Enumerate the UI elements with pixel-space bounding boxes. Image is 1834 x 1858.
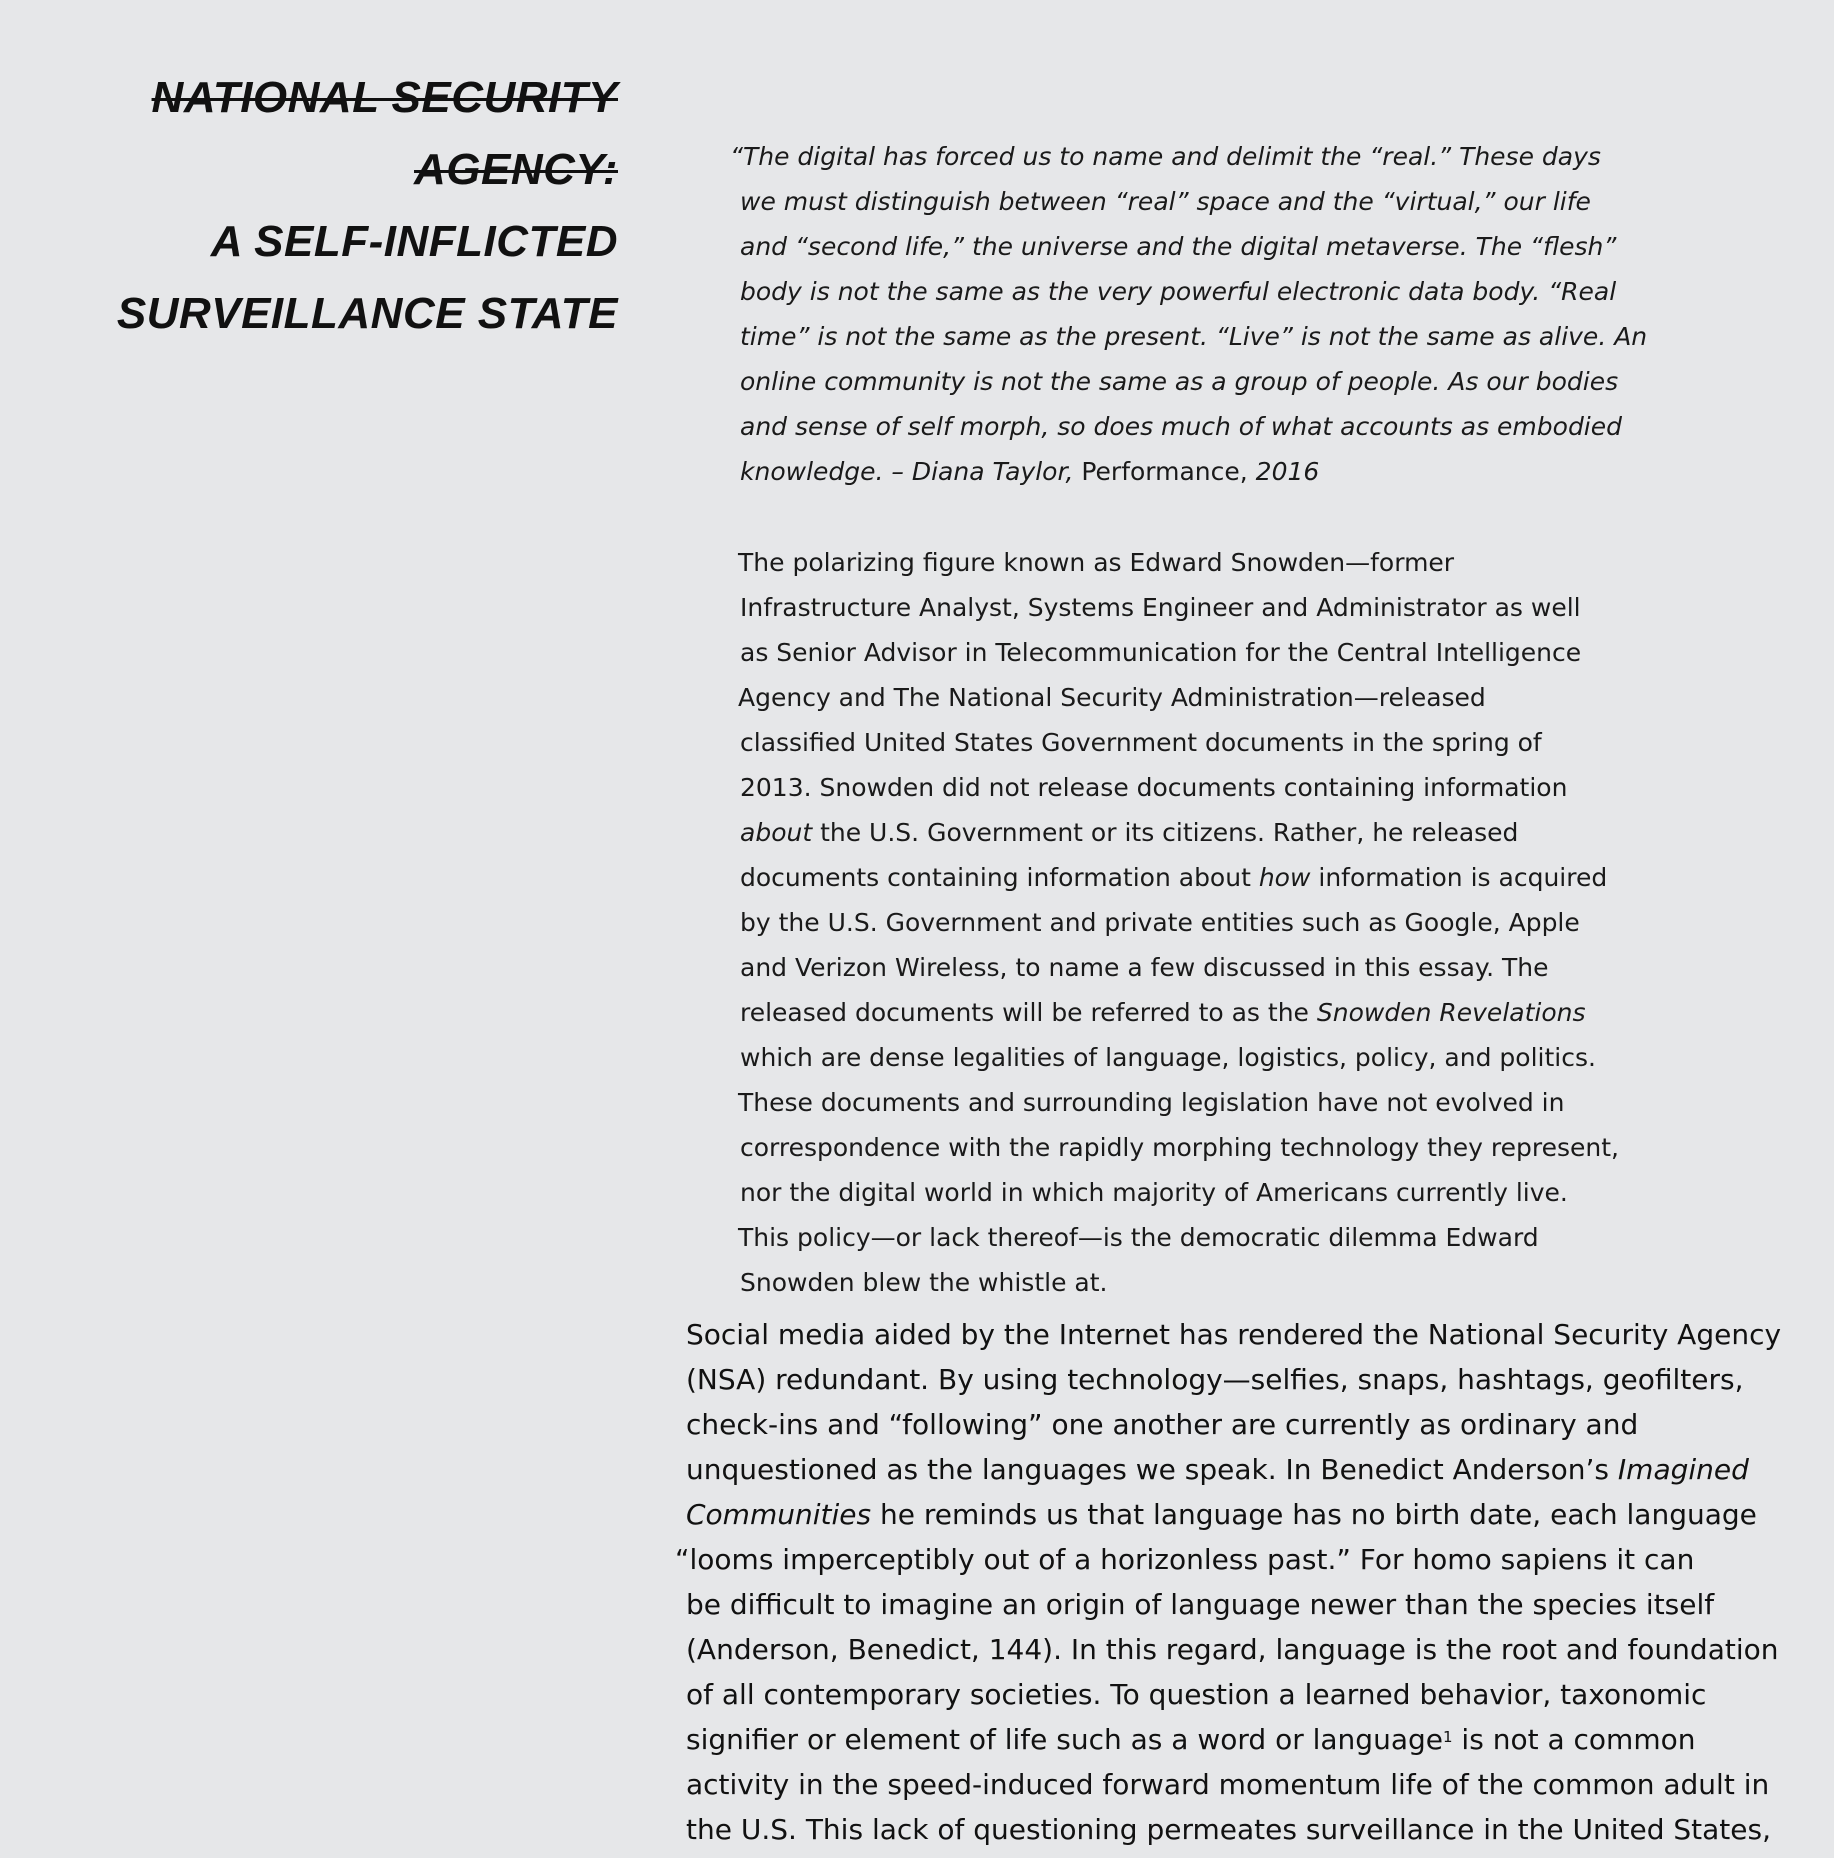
title-line-1: NATIONAL SECURITY [151, 73, 618, 122]
body-text: signifier or element of life such as a word or language [686, 1723, 1443, 1756]
epigraph-line: “The digital has forced us to name and delimit the “real.” These days [730, 142, 1601, 171]
intro-line: Agency and The National Security Administration—released [738, 683, 1486, 712]
attribution-author: knowledge. – Diana Taylor, [740, 457, 1082, 486]
intro-line [738, 990, 1658, 1035]
body-line: the U.S. This lack of questioning permeates surveillance in the United States, [686, 1813, 1771, 1846]
intro-line: by the U.S. Government and private entities such as Google, Apple [740, 908, 1580, 937]
attribution-year: 2016 [1247, 457, 1320, 486]
epigraph-line: time” is not the same as the present. “Live” is not the same as alive. An [740, 322, 1648, 351]
attribution-work: Performance, [1081, 457, 1248, 486]
article-title [0, 62, 618, 350]
title-line-3: A SELF-INFLICTED [210, 217, 618, 266]
intro-line: Snowden blew the whistle at. [740, 1268, 1108, 1297]
body-line [675, 1447, 1805, 1492]
intro-line: and Verizon Wireless, to name a few discussed in this essay. The [740, 953, 1549, 982]
intro-text: the U.S. Government or its citizens. Rather, he released [812, 818, 1519, 847]
intro-line: nor the digital world in which majority of Americans currently live. [740, 1178, 1568, 1207]
body-text: he reminds us that language has no birth date, each language [871, 1498, 1757, 1531]
intro-paragraph [738, 540, 1658, 1305]
epigraph-line: and “second life,” the universe and the digital metaverse. The “flesh” [740, 232, 1617, 261]
intro-text: information is acquired [1310, 863, 1608, 892]
intro-line: as Senior Advisor in Telecommunication for the Central Intelligence [740, 638, 1582, 667]
epigraph-attribution [730, 449, 1650, 494]
intro-line: which are dense legalities of language, logistics, policy, and politics. [740, 1043, 1596, 1072]
body-line: (NSA) redundant. By using technology—selfies, snaps, hashtags, geofilters, [686, 1363, 1744, 1396]
body-text: unquestioned as the languages we speak. In Benedict Anderson’s [686, 1453, 1618, 1486]
intro-line: Infrastructure Analyst, Systems Engineer and Administrator as well [740, 593, 1581, 622]
title-line-2: AGENCY: [414, 145, 618, 194]
emphasis-how: how [1258, 863, 1311, 892]
book-title-imagined: Imagined [1617, 1453, 1749, 1486]
intro-line: 2013. Snowden did not release documents containing information [740, 773, 1568, 802]
body-text: is not a common [1452, 1723, 1696, 1756]
epigraph-quote [730, 134, 1650, 494]
emphasis-snowden-revelations: Snowden Revelations [1316, 998, 1586, 1027]
intro-text: released documents will be referred to as the [740, 998, 1317, 1027]
emphasis-about: about [740, 818, 813, 847]
epigraph-line: online community is not the same as a group of people. As our bodies [740, 367, 1619, 396]
footnote-marker[interactable]: 1 [1442, 1728, 1453, 1746]
epigraph-line: we must distinguish between “real” space and the “virtual,” our life [740, 187, 1591, 216]
epigraph-line: and sense of self morph, so does much of what accounts as embodied [740, 412, 1623, 441]
body-paragraph [675, 1312, 1805, 1852]
epigraph-line: body is not the same as the very powerful electronic data body. “Real [740, 277, 1617, 306]
intro-line: classified United States Government documents in the spring of [740, 728, 1542, 757]
intro-text: documents containing information about [740, 863, 1259, 892]
body-line: activity in the speed-induced forward momentum life of the common adult in [686, 1768, 1770, 1801]
intro-line [738, 855, 1658, 900]
body-line: Social media aided by the Internet has rendered the National Security Agency [686, 1318, 1782, 1351]
body-line: check-ins and “following” one another are currently as ordinary and [686, 1408, 1639, 1441]
body-line [675, 1492, 1805, 1537]
body-line: “looms imperceptibly out of a horizonless past.” For homo sapiens it can [675, 1543, 1695, 1576]
intro-line [738, 810, 1658, 855]
book-title-communities: Communities [686, 1498, 872, 1531]
body-line: be difficult to imagine an origin of language newer than the species itself [686, 1588, 1715, 1621]
intro-line: This policy—or lack thereof—is the democratic dilemma Edward [738, 1223, 1539, 1252]
intro-line: correspondence with the rapidly morphing technology they represent, [740, 1133, 1619, 1162]
intro-line: These documents and surrounding legislation have not evolved in [738, 1088, 1565, 1117]
body-line [675, 1717, 1805, 1762]
body-line: of all contemporary societies. To question a learned behavior, taxonomic [686, 1678, 1707, 1711]
title-line-4: SURVEILLANCE STATE [116, 289, 618, 338]
body-line: (Anderson, Benedict, 144). In this regard, language is the root and foundation [686, 1633, 1779, 1666]
intro-line: The polarizing figure known as Edward Snowden—former [738, 548, 1455, 577]
